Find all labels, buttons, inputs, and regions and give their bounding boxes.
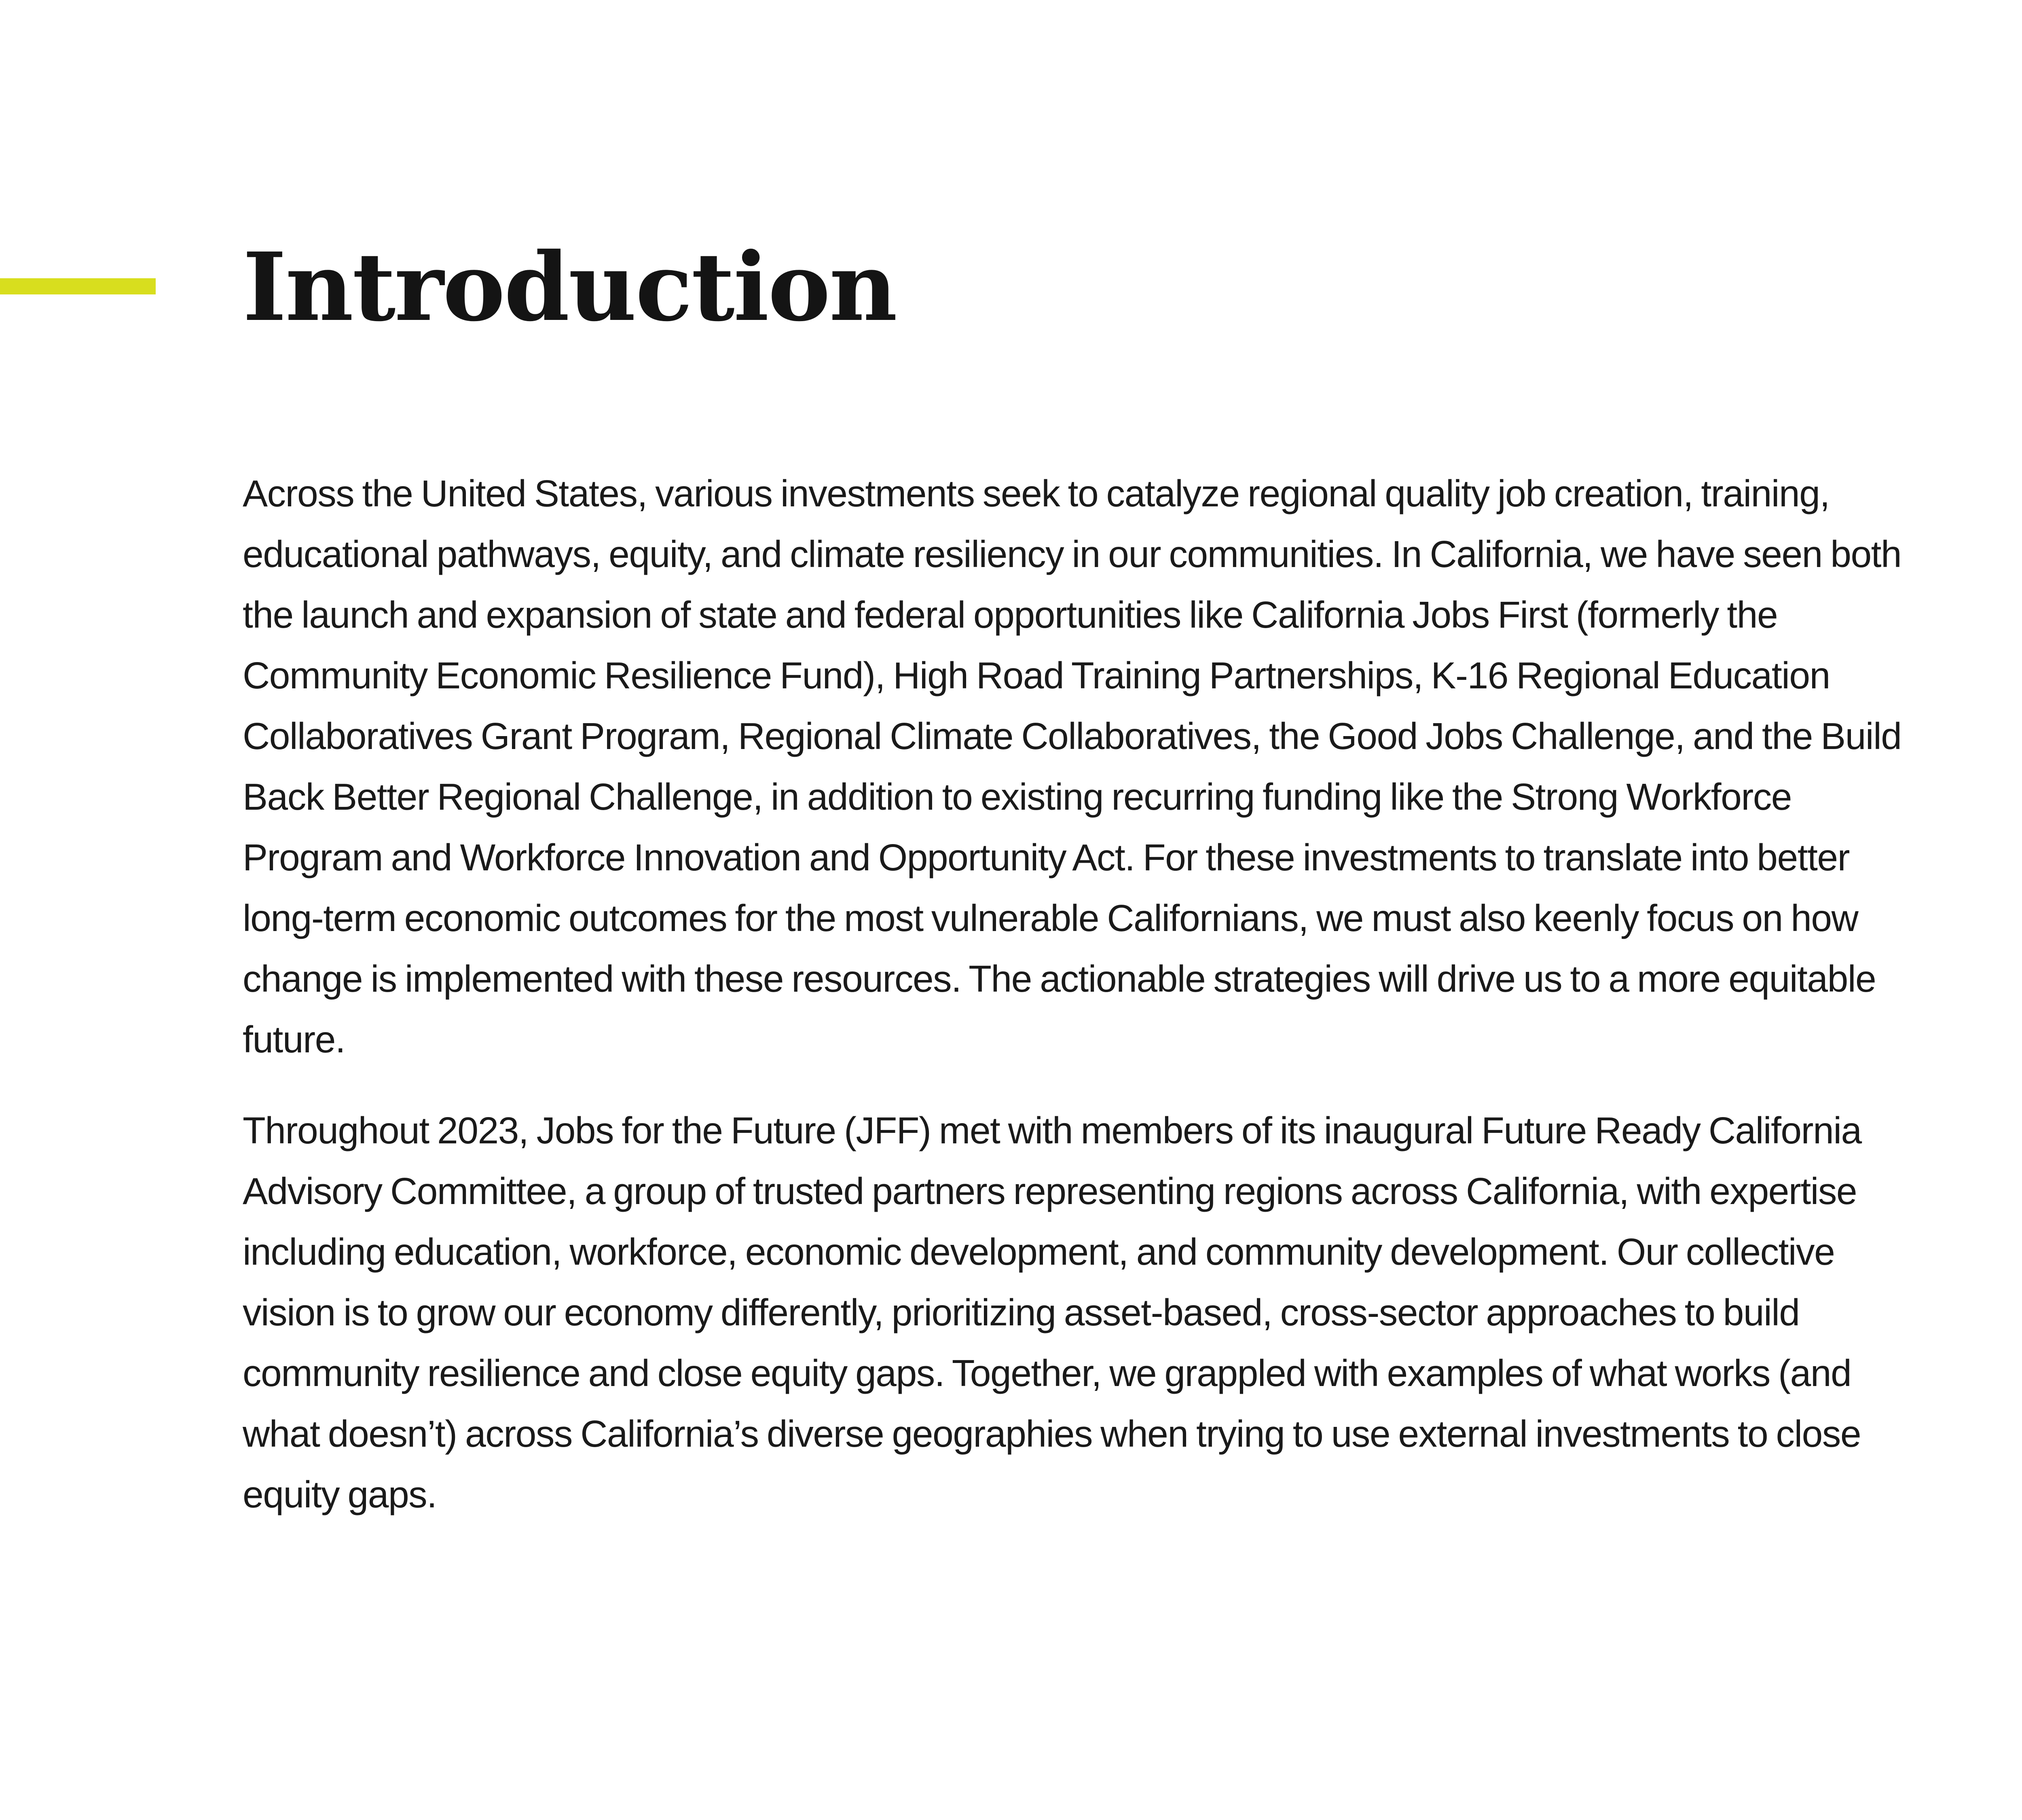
page-title: Introduction <box>243 232 897 342</box>
intro-paragraph-1: Across the United States, various investments seek to catalyze regional quality job creation, training, educational pathways, equity, and climate resiliency in our communities. In California, we have seen both the launch and expansion of state and federal opportunities like California Jobs First (formerly the Community Economic Resilience Fund), High Road Training Partnerships, K-16 Regional Education Collaboratives Grant Program, Regional Climate Collaboratives, the Good Jobs Challenge, and the Build Back Better Regional Challenge, in addition to existing recurring funding like the Strong Workforce Program and Workforce Innovation and Opportunity Act. For these investments to translate into better long-term economic outcomes for the most vulnerable Californians, we must also keenly focus on how change is implemented with these resources. The actionable strategies will drive us to a more equitable future. <box>243 472 1901 1060</box>
intro-paragraph-2: Throughout 2023, Jobs for the Future (JFF) met with members of its inaugural Future Ready California Advisory Committee, a group of trusted partners representing regions across California, with expertise including education, workforce, economic development, and community development. Our collective vision is to grow our economy differently, prioritizing asset-based, cross-sector approaches to build community resilience and close equity gaps. Together, we grappled with examples of what works (and what doesn’t) across California’s diverse geographies when trying to use external investments to close equity gaps. <box>243 1109 1861 1515</box>
body-text <box>243 463 1909 1525</box>
accent-rule <box>0 278 156 294</box>
